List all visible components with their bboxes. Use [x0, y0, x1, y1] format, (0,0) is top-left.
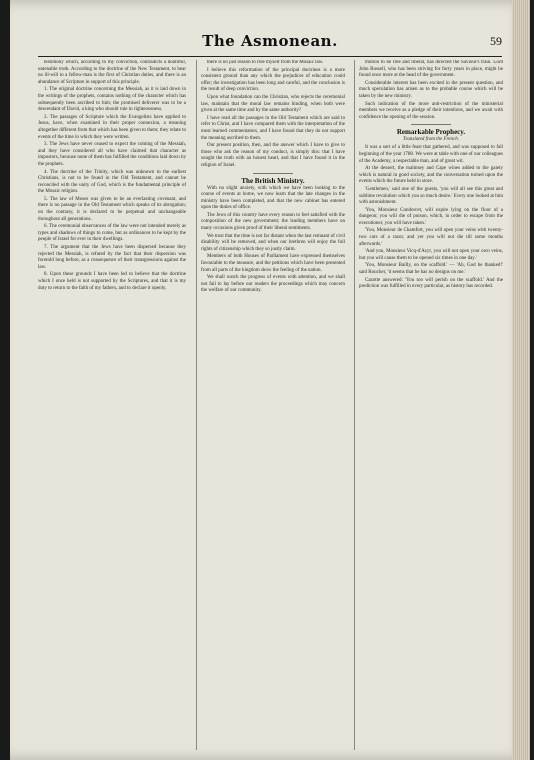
paragraph: Considerable interest has been excited in the present question, and much speculation has arisen as to the probable course which will be taken by the new ministry. — [359, 80, 503, 99]
page-number: 59 — [490, 34, 502, 48]
paragraph: We trust that the time is not far distant when the last remnant of civil disability will be removed, and when our brethren will enjoy the full rights of citizenship which they so justly claim. — [201, 233, 345, 252]
newspaper-page — [10, 0, 530, 760]
paragraph: We shall watch the progress of events with attention, and we shall not fail to lay before our readers the proceedings which may concern the welfare of our community. — [201, 275, 345, 294]
section-heading-remarkable-prophecy: Remarkable Prophecy. — [396, 128, 466, 137]
column-3 — [354, 60, 503, 750]
paragraph: Upon what foundation can the Christian, who rejects the ceremonial law, maintain that the moral law remains binding, when both were given at the same time and by the same authority? — [201, 94, 345, 114]
paragraph: With no slight anxiety, with which we have been looking to the course of events at home, we now learn that the late changes in the ministry have been completed, and that the new cabinet has entered upon the duties of office. — [201, 185, 345, 211]
header-rule — [38, 56, 502, 57]
section-divider — [253, 173, 293, 174]
paragraph: Members of both Houses of Parliament have expressed themselves favourable to the measure, and the petitions which have been presented from all parts of the kingdom show the feeling of the nation. — [201, 254, 345, 273]
paragraph: testimony which, according to my conviction, contradicts a doubtful, untenable truth. According to the doctrine of the New Testament, to bear no ill-will to a fellow-man is the first of Christian duties, and there is an abundance of Scripture in support of this principle. — [38, 60, 186, 85]
section-divider — [411, 124, 451, 125]
paragraph: Our present position, then, and the answer which I have to give to those who ask the reason of my conduct, is simply this: that I have sought the truth with an honest heart, and that I have found it in the religion of Israel. — [201, 143, 345, 168]
paragraph: 'Gentlemen,' said one of the guests, 'you will all see this great and sublime revolution which you so much desire.' Every one looked at him with astonishment. — [359, 186, 503, 206]
paragraph: I believe this reformation of the principal doctrines is a more consistent ground than any which the prejudices of education could offer; the investigation has been long and careful, and the conclusion is the result of deep conviction. — [201, 67, 345, 93]
paragraph: there is no just reason to free myself from the Mosaic law. — [207, 60, 324, 65]
column-2 — [196, 60, 345, 750]
page-header — [38, 28, 502, 58]
column-1 — [38, 60, 186, 750]
paragraph: 3. The Jews have never ceased to expect the coming of the Messiah, and they have considered all who have claimed that character as impostors, because none of them has fulfilled the conditions laid down by the prophets. — [38, 142, 186, 167]
paragraph: At the dessert, the malmsey and Cape wines added to the gaiety which is natural in good society, and the conversation turned upon the events which the future held in store. — [359, 166, 503, 185]
section-heading-british-ministry: The British Ministry. — [241, 176, 305, 185]
paragraph: 5. The law of Moses was given to be an everlasting covenant, and there is no passage in the Old Testament which speaks of its abrogation; on the contrary, it is declared to be perpetual and unchangeable throughout all generations. — [38, 196, 186, 222]
paragraph: 6. The ceremonial observances of the law were not intended merely as types and shadows of things to come, but as ordinances to be kept by the people of Israel for ever in their dwellings. — [38, 224, 186, 243]
paragraph: 1. The original doctrine concerning the Messiah, as it is laid down in the writings of the prophets, contains nothing of the character which has subsequently been ascribed to him; the promised deliverer was to be a descendant of David, a king who should rule in righteousness. — [38, 87, 186, 113]
paragraph: Cazotte answered: 'You too will perish on the scaffold.' And the prediction was fulfilled in every particular, as history has recorded. — [359, 277, 503, 290]
paragraph: The Jews of this country have every reason to feel satisfied with the composition of the new government; the leading members have on many occasions given proof of their liberal sentiments. — [201, 212, 345, 232]
paragraph: I have read all the passages in the Old Testament which are said to refer to Christ, and I have compared them with the interpretation of the most learned commentators, and I have found that they do not support the meaning ascribed to them. — [201, 115, 345, 141]
paragraph: 'And you, Monsieur Vicq-d'Azyr, you will not open your own veins, but you will cause them to be opened six times in one day.' — [359, 249, 503, 261]
paragraph: 'You, Monsieur Bailly, on the scaffold.' — 'Ah, God be thanked!' said Roucher, 'it seems that he has no designs on me.' — [359, 263, 503, 276]
paragraph: 7. The argument that the Jews have been dispersed because they rejected the Messiah, is refuted by the fact that their dispersion was foretold long before, as a consequence of their transgressions against the law. — [38, 245, 186, 270]
paragraph: It was a sort of a little feast that gathered, and was supposed to fall beginning of the year 1788. We were at table with one of our colleagues of the Academy, a respectable man, and of great wit. — [359, 145, 503, 164]
paragraph: Such indication of the more anti-restriction of the ministerial members we receive as a pledge of their intentions, and we await with confidence the opening of the session. — [359, 101, 503, 120]
paragraph: 'You, Monsieur Condorcet, will expire lying on the floor of a dungeon; you will die of poison, which, in order to escape from the executioner, you will have taken.' — [359, 207, 503, 226]
section-subheading: Translated from the French. — [402, 137, 459, 143]
masthead-title: The Asmonean. — [202, 32, 338, 50]
paragraph: 2. The passages of Scripture which the Evangelists have applied to Jesus, have, when examined in their proper connexion, a meaning altogether different from that which has been given to them; they relate to events of the time in which they were written. — [38, 114, 186, 140]
paragraph: motion to be free and liberal, has directed the Saviour's train. Lord John Russell, who has been striving for forty years in place, might be found once more at the head of the government. — [359, 60, 503, 79]
paragraph: 8. Upon these grounds I have been led to believe that the doctrine which I once held is not supported by the Scriptures, and that it is my duty to return to the faith of my fathers, and to declare it openly. — [38, 272, 186, 291]
paragraph: 4. The doctrine of the Trinity, which was unknown to the earliest Christians, is not to be found in the Old Testament, and cannot be reconciled with the unity of God, which is the fundamental principle of the Mosaic religion. — [38, 169, 186, 195]
page-edge — [512, 0, 530, 760]
paragraph: 'You, Monsieur de Chamfort, you will open your veins with twenty-two cuts of a razor, and yet you will not die till some months afterwards.' — [359, 228, 503, 247]
